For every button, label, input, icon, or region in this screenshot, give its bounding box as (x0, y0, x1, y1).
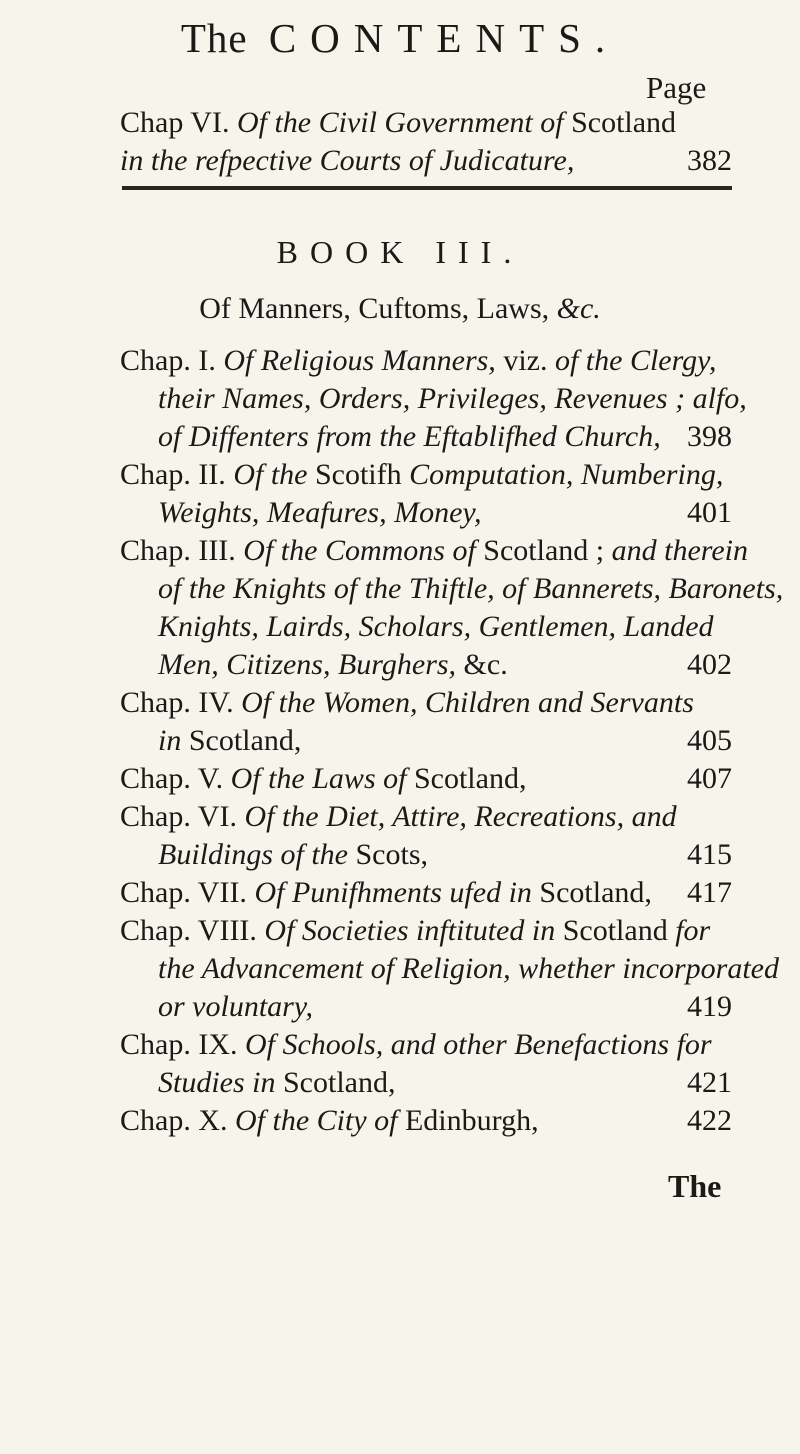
page-number: 421 (687, 1066, 732, 1099)
toc-entry-chap-3 (120, 532, 784, 684)
chapter-title: Of Religious Manners, (223, 344, 496, 377)
chapter-title: Weights, Meafures, Money, (158, 496, 482, 529)
toc-entry-chap-10 (120, 1102, 732, 1140)
chapter-number: Chap. V. (120, 762, 224, 795)
page-number: 419 (687, 990, 732, 1023)
book-subtitle-italic: &c. (556, 292, 601, 325)
book-subtitle-roman: Of Manners, Cuftoms, Laws, (199, 292, 550, 325)
chapter-title: Of the City of (235, 1104, 398, 1137)
chapter-title: of Diffenters from the Eftablifhed Church, (158, 420, 661, 453)
running-head (0, 14, 800, 62)
chapter-title: Knights, Lairds, Scholars, Gentlemen, Landed (158, 610, 714, 643)
chapter-title: Of the Commons of (243, 534, 476, 567)
page-number: 422 (687, 1104, 732, 1137)
book-heading: BOOK III. (276, 234, 524, 270)
toc-entry-chap-4 (120, 684, 732, 760)
running-head-prefix: The (180, 15, 248, 61)
toc-entry-chap-8 (120, 912, 779, 1026)
page-number: 382 (687, 144, 732, 177)
chapter-title: of the Clergy, (554, 344, 717, 377)
page-number: 402 (687, 648, 732, 681)
chapter-title: and therein (611, 534, 748, 567)
toc-entry-chap-1 (120, 342, 747, 456)
chapter-title-roman: Scotland, (539, 876, 652, 909)
page-number: 407 (687, 762, 732, 795)
chapter-number: Chap. IX. (120, 1028, 238, 1061)
chapter-title: their Names, Orders, Privileges, Revenues ; alfo, (158, 382, 747, 415)
chapter-title: Men, Citizens, Burghers, (158, 648, 457, 681)
toc-entry-chap-5 (120, 760, 732, 798)
chapter-title: Of the Civil Government of (236, 106, 564, 139)
chapter-title-roman: &c. (463, 648, 508, 681)
chapter-title: Studies in (158, 1066, 276, 1099)
chapter-title-roman: Scots, (355, 838, 429, 871)
chapter-title: Buildings of the (158, 838, 348, 871)
section-divider (122, 186, 732, 190)
chapter-title-roman: Scotifh (314, 458, 402, 491)
chapter-number: Chap. II. (120, 458, 226, 491)
page-number: 401 (687, 496, 732, 529)
chapter-title-roman: Edinburgh, (404, 1104, 539, 1137)
toc-entry-chap-2 (120, 456, 732, 532)
page-column-label: Page (646, 70, 707, 105)
chapter-title: Of the Women, Children and Servants (241, 686, 694, 719)
chapter-title-roman: Scotland, (188, 724, 302, 757)
chapter-title: in the refpective Courts of Judicature, (120, 144, 575, 177)
toc-entry-chap-6 (120, 798, 732, 874)
chapter-title: Of the Laws of (230, 762, 407, 795)
book-subtitle (0, 290, 800, 328)
page-number: 417 (687, 876, 732, 909)
chapter-title: in (158, 724, 182, 757)
chapter-title-roman: viz. (503, 344, 548, 377)
chapter-number: Chap. VI. (120, 800, 237, 833)
chapter-title: Computation, Numbering, (409, 458, 724, 491)
chapter-title: the Advancement of Religion, whether incorporated (158, 952, 779, 985)
chapter-title: Of Societies inftituted in (264, 914, 556, 947)
chapter-title: of the Knights of the Thiftle, of Bannerets, Baronets, (158, 572, 784, 605)
chapter-title-roman: Scotland ; (483, 534, 605, 567)
chapter-number: Chap. III. (120, 534, 236, 567)
chapter-number: Chap. X. (120, 1104, 228, 1137)
chapter-title: Of the Diet, Attire, Recreations, and (244, 800, 677, 833)
chapter-title: for (675, 914, 711, 947)
chapter-title: Of Schools, and other Benefactions for (244, 1028, 712, 1061)
toc-entry-chap-9 (120, 1026, 732, 1102)
chapter-number: Chap. VIII. (120, 914, 257, 947)
chapter-number: Chap. IV. (120, 686, 234, 719)
chapter-title-roman: Scotland (571, 106, 677, 139)
page-number: 415 (687, 838, 732, 871)
page-number: 405 (687, 724, 732, 757)
chapter-title: or voluntary, (158, 990, 313, 1023)
chapter-number: Chap. I. (120, 344, 216, 377)
page-number: 398 (687, 420, 732, 453)
chapter-number: Chap. VII. (120, 876, 247, 909)
toc-entry-prev-chap-vi (120, 104, 732, 180)
catchword: The (668, 1168, 722, 1204)
chapter-title: Of Punifhments ufed in (254, 876, 532, 909)
chapter-title-roman: Scotland, (283, 1066, 396, 1099)
chapter-number: Chap VI. (120, 106, 230, 139)
running-head-title: CONTENTS. (268, 15, 620, 61)
chapter-title: Of the (233, 458, 308, 491)
chapter-title-roman: Scotland, (413, 762, 527, 795)
chapter-title-roman: Scotland (562, 914, 668, 947)
toc-entry-chap-7 (120, 874, 732, 912)
